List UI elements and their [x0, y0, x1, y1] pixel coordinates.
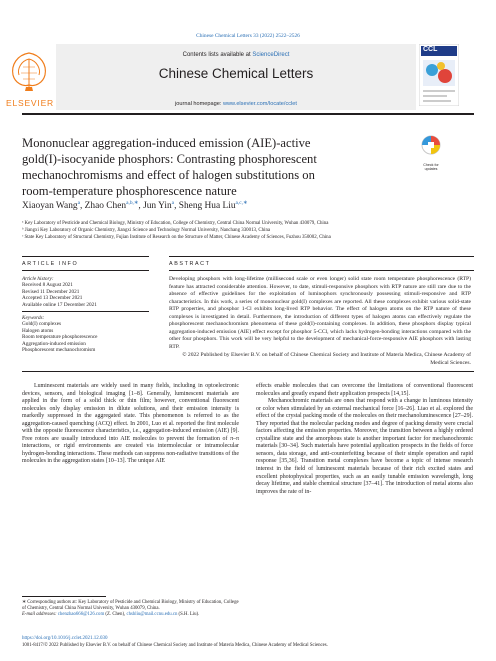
author-name[interactable]: Sheng Hua Liu	[178, 201, 236, 212]
article-history	[22, 276, 97, 308]
affiliation: ᵇ Jiangxi Key Laboratory of Organic Chemistry, Jiangxi Science and Technology Normal University, Nanchang 330013, China	[22, 228, 271, 233]
keyword: Gold(I) complexes	[22, 321, 62, 328]
journal-cover-icon	[419, 44, 459, 106]
abstract-copyright: © 2022 Published by Elsevier B.V. on behalf of Chinese Chemical Society and Institute of Materia Medica, Chinese Academy of Medical Sciences.	[182, 352, 471, 366]
issn-copyright: 1001-8417/© 2022 Published by Elsevier B.V. on behalf of Chinese Chemical Society and Institute of Materia Medica, Chinese Academy of Medical Sciences.	[22, 643, 328, 648]
history-divider	[22, 311, 149, 312]
history-item: Accepted 13 December 2021	[22, 295, 83, 302]
title-line: gold(I)-isocyanide phosphors: Contrasting phosphorescent	[22, 152, 317, 166]
abstract-bottom-rule	[22, 371, 474, 372]
keyword: Room temperature phosphorescence	[22, 334, 98, 341]
keywords	[22, 315, 97, 353]
journal-homepage: journal homepage: www.elsevier.com/locate/cclet	[175, 101, 297, 107]
title-line: Mononuclear aggregation-induced emission (AIE)-active	[22, 136, 311, 150]
author-affil-marker[interactable]: a	[171, 200, 175, 206]
author-name[interactable]: Jun Yin	[143, 201, 172, 212]
body-paragraph: effects enable molecules that can overcome the limitations of conventional fluorescent molecules and greatly expand their application prospects [14,15].	[256, 383, 473, 397]
abstract-text: Developing phosphors with long-lifetime (millisecond scale or even longer) solid state room temperature phosphorescence (RTP) feature has attracted considerable attention. However, to date, stimuli-responsive phosphors with RTP nature are still rare due to the absence of effective guidelines for the exploitation of luminophors synchronously possessing stimuli-responsive and RTP characteristics. In this work, a series of mononuclear gold(I) complexes are reported. All these complexes exhibit various solid-state RTP properties, and phosphor 1-Cl exhibits long-lived RTP behavior. The effect of halogen atoms on the RTP nature of these complexes is investigated in detail. Furthermore, the introduction of different types of halogen atoms can effectively regulate the phosphorescent mechanochromism phenomena of these gold(I)-containing complexes. In addition, these phosphors display typical aggregation-induced emission (AIE) effect except for phosphor 5-CCl, which lacks hydrogen-bonding interactions compared with the other four phosphors. This work will be very helpful to the development of mechanical-force-responsive AIE phosphors with lasting RTP.	[169, 276, 471, 350]
journal-reference[interactable]: Chinese Chemical Letters 33 (2022) 2522–2526	[196, 33, 300, 39]
header-rule	[22, 113, 474, 115]
cover-title: CCL	[423, 46, 438, 53]
title-line: mechanochromisms and effect of halogen substitutions on	[22, 168, 315, 182]
elsevier-wordmark: ELSEVIER	[6, 98, 54, 108]
crossmark-label: Check for updates	[423, 163, 439, 171]
check-for-updates-badge[interactable]	[417, 134, 445, 171]
history-item: Revised 11 December 2021	[22, 288, 80, 295]
contents-availability: Contents lists available at ScienceDirect	[182, 52, 290, 58]
keyword: Aggregation-induced emission	[22, 340, 86, 347]
email-link[interactable]: chshliu@mail.ccnu.edu.cn	[126, 612, 178, 617]
abstract-rule-top	[169, 256, 474, 257]
author-name[interactable]: Xiaoyan Wang	[22, 201, 78, 212]
abstract-heading: ABSTRACT	[169, 261, 211, 267]
history-item: Available online 17 December 2021	[22, 301, 97, 308]
body-right-column	[256, 383, 473, 496]
author-affil-marker[interactable]: a,c,∗	[235, 200, 248, 206]
footnote-rule	[22, 596, 106, 597]
journal-cover-image	[419, 44, 459, 106]
elsevier-tree-icon	[3, 47, 55, 97]
title-line: room-temperature phosphorescence nature	[22, 184, 237, 198]
article-title	[22, 135, 402, 199]
history-label: Article history:	[22, 276, 54, 282]
abstract-rule	[169, 270, 474, 271]
keywords-label: Keywords:	[22, 315, 45, 321]
article-info-rule	[22, 270, 149, 271]
doi-link[interactable]: https://doi.org/10.1016/j.cclet.2021.12.030	[22, 636, 108, 641]
sciencedirect-link[interactable]: ScienceDirect	[252, 52, 290, 58]
elsevier-logo	[3, 47, 55, 105]
body-left-column: Luminescent materials are widely used in many fields, including in optoelectronic devices, sensors, and biological imaging [1–8]. Generally, luminescent materials are applied in the form of a solid thick or thin film; however, conventional fluorescent molecules only display emission in dilute solutions, and their emission intensity is markedly suppressed in the aggregated state. This phenomenon is referred to as the aggregation-caused quenching (ACQ) effect. In 2001, Luo et al. reported the first molecule with the opposite fluorescence characteristics, i.e., aggregation-induced emission (AIE) [9]. Free rotors are usually introduced into AIE molecules to prevent the formation of π–π interactions, or rigid environments are created via intermolecular or intramolecular hydrogen-bonding interactions. These methods can suppress non-radiative transitions of the molecules in the aggregation states [10–13]. The unique AIE	[22, 383, 239, 465]
affiliation: ᶜ State Key Laboratory of Structural Chemistry, Fujian Institute of Research on the Structure of Matter, Chinese Academy of Sciences, Fuzhou 350002, China	[22, 235, 331, 240]
keyword: Halogen atoms	[22, 327, 54, 334]
article-info-heading: ARTICLE INFO	[22, 261, 79, 267]
email-link[interactable]: chenzhao666@126.com	[57, 612, 105, 617]
author-affil-marker[interactable]: a,b,∗	[126, 200, 139, 206]
affiliation: ᵃ Key Laboratory of Pesticide and Chemical Biology, Ministry of Education, College of Chemistry, Central China Normal University, Wuhan 430079, China	[22, 221, 329, 226]
history-item: Received 8 August 2021	[22, 282, 73, 289]
homepage-link[interactable]: www.elsevier.com/locate/cclet	[222, 101, 297, 107]
keyword: Phosphorescent mechanochromism	[22, 347, 96, 354]
email-addresses: E-mail addresses: chenzhao666@126.com (Z. Chen), chshliu@mail.ccnu.edu.cn (S.H. Liu).	[22, 612, 200, 617]
footnotes	[22, 600, 239, 618]
author-affil-marker[interactable]: a	[77, 200, 80, 206]
crossmark-icon	[417, 134, 445, 158]
corresponding-author-note: ∗ Corresponding authors at: Key Laboratory of Pesticide and Chemical Biology, Ministry of Education, College of Chemistry, Central China Normal University, Wuhan 430079, China.	[22, 600, 239, 611]
author-list: Xiaoyan Wang$^a$, Zhao Chen$^{a,b,∗}$, Jun Yin$^a$, Sheng Hua Liu$^{a,c,∗}$	[22, 200, 248, 212]
journal-title: Chinese Chemical Letters	[158, 66, 314, 81]
author-name[interactable]: Zhao Chen	[84, 201, 127, 212]
article-info-rule-top	[22, 256, 149, 257]
body-paragraph: Mechanochromic materials are ones that respond with a change in luminous intensity or color when stimulated by an external mechanical force [16–26]. Liao et al. explored the effect of the crystal packing mode of the molecules on their mechanoluminescence [27–29]. They reported that the molecular packing modes and degree of packing density were crucial factors affecting the emission properties. Moreover, the transition between a highly ordered crystalline state and the amorphous state is another important factor for mechanochromic materials [30–34]. Such materials have potential application prospects in the fields of force sensors, data storage, and anti-counterfeiting because of their simple operation and rapid response [35,36]. Transition metal complexes have become a topic of intense research interest in the field of luminescent materials because of their rich excited states and excellent photophysical properties, such as an easily tunable emission wavelength, long decay lifetime, and stable chemical structure [37–41]. The introduction of metal atoms also improves the rate of in-	[256, 398, 473, 495]
